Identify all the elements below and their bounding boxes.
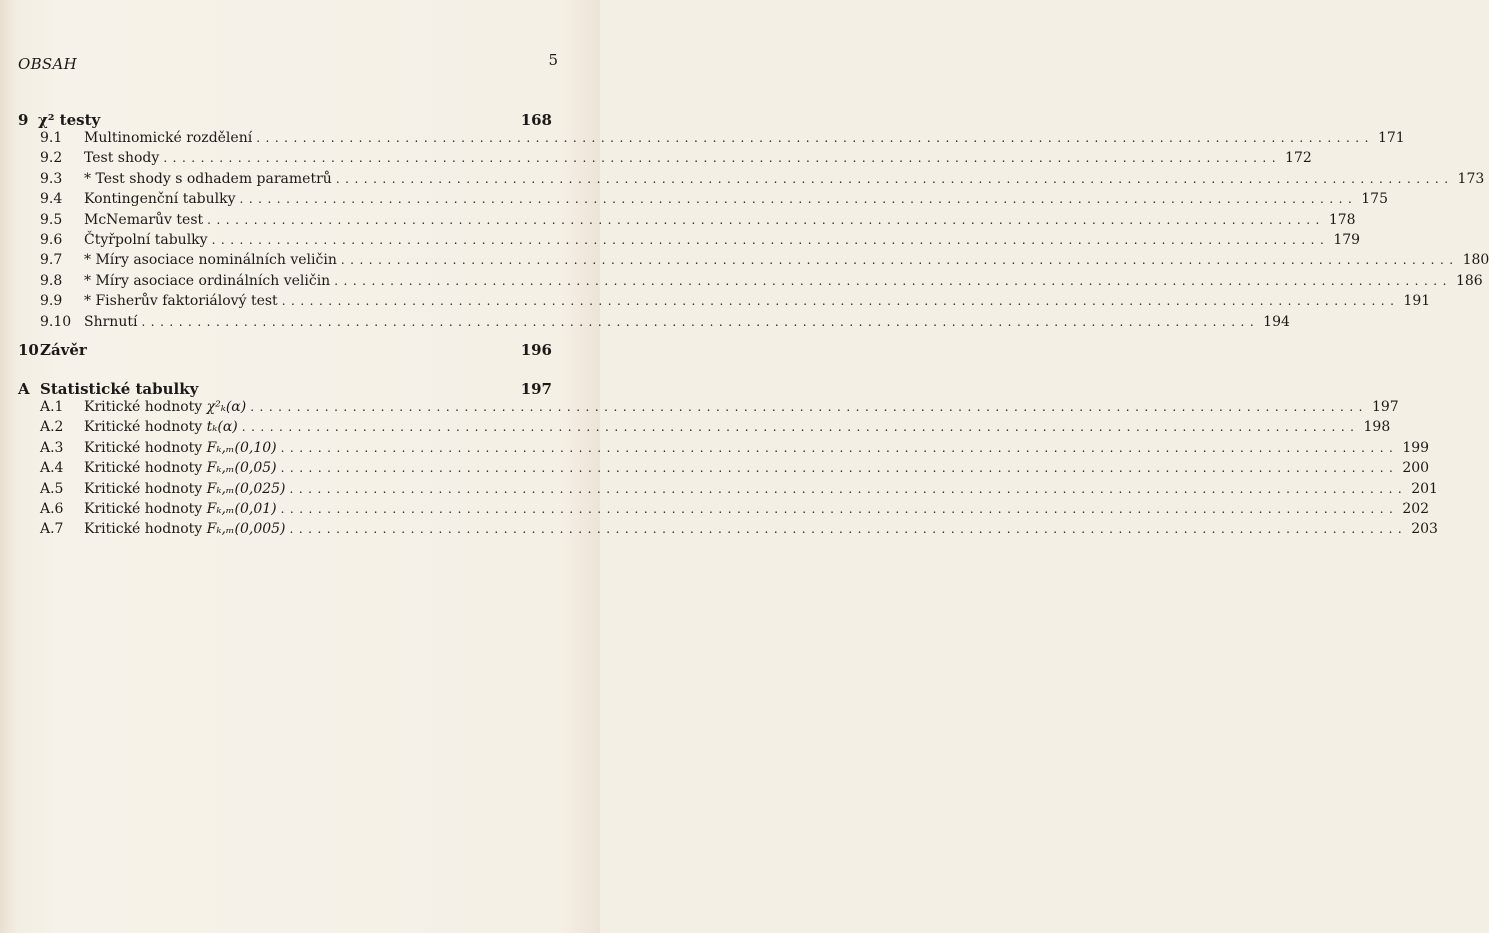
leader-dots: ........................................................................................................................ xyxy=(280,502,1399,516)
leader-dots: ........................................................................................................................ xyxy=(280,461,1399,476)
toc-chapter-10[interactable] xyxy=(18,341,552,363)
section-title: Čtyřpolní tabulky xyxy=(84,232,208,248)
chapter-title: Statistické tabulky xyxy=(40,380,199,398)
section-page: 202 xyxy=(1402,501,1430,517)
section-title: Multinomické rozdělení xyxy=(84,130,253,146)
section-title: Shrnutí xyxy=(84,313,138,330)
section-number: 9.2 xyxy=(40,150,63,167)
toc-entry[interactable] xyxy=(18,419,1391,439)
leader-dots: ........................................................................................................................ xyxy=(340,253,1459,268)
section-title-text: Kritické hodnoty xyxy=(84,439,207,456)
chapter-title: Závěr xyxy=(40,341,87,359)
section-title xyxy=(84,399,246,415)
section-title: * Míry asociace nominálních veličin xyxy=(84,252,337,269)
section-title-math: Fₖ,ₘ(0,05) xyxy=(206,460,277,477)
section-number: A.5 xyxy=(40,480,64,497)
leader-dots: ........................................................................................................................ xyxy=(207,212,1325,227)
section-title: * Test shody s odhadem parametrů xyxy=(84,170,332,187)
page-number: 5 xyxy=(548,51,558,69)
section-page: 203 xyxy=(1411,521,1438,538)
section-page: 198 xyxy=(1363,419,1391,436)
section-title: * Fisherův faktoriálový test xyxy=(84,293,278,310)
section-page: 186 xyxy=(1455,272,1483,289)
section-title-math: Fₖ,ₘ(0,005) xyxy=(206,521,286,538)
toc-entry[interactable] xyxy=(18,501,1430,521)
toc-entry[interactable] xyxy=(18,252,1489,272)
section-number: 9.8 xyxy=(40,272,63,289)
section-page: 201 xyxy=(1411,480,1438,497)
leader-dots: ........................................................................................................................ xyxy=(256,131,1374,145)
chapter-number: A xyxy=(18,380,30,398)
section-page: 173 xyxy=(1457,170,1485,187)
toc-entry[interactable] xyxy=(18,232,1361,252)
toc-entry[interactable] xyxy=(18,211,1356,232)
section-title xyxy=(84,481,286,497)
leader-dots: ........................................................................................................................ xyxy=(239,192,1358,207)
section-title: Kontingenční tabulky xyxy=(84,191,236,208)
leader-dots: ........................................................................................................................ xyxy=(335,171,1454,186)
chapter-number: 9 xyxy=(18,111,29,129)
section-number: A.2 xyxy=(40,419,64,436)
section-title-math: Fₖ,ₘ(0,01) xyxy=(206,501,277,517)
section-title-text: Kritické hodnoty xyxy=(84,521,207,538)
leader-dots: ........................................................................................................................ xyxy=(211,233,1330,247)
section-number: 9.5 xyxy=(40,211,63,228)
toc-entry[interactable] xyxy=(18,313,1290,334)
section-page: 199 xyxy=(1402,439,1430,456)
section-title xyxy=(84,419,238,435)
toc-entry[interactable] xyxy=(18,130,1405,150)
leader-dots: ........................................................................................................................ xyxy=(289,481,1408,496)
section-title: Test shody xyxy=(84,150,160,167)
toc-entry[interactable] xyxy=(18,272,1483,293)
section-number: 9.6 xyxy=(40,232,63,248)
section-number: 9.9 xyxy=(40,293,63,310)
section-number: 9.4 xyxy=(40,191,63,208)
toc-entry[interactable] xyxy=(18,521,1438,541)
toc-entry[interactable] xyxy=(18,191,1388,211)
section-title-text: Kritické hodnoty xyxy=(84,480,207,497)
leader-dots: ........................................................................................................................ xyxy=(241,420,1360,435)
toc-entry[interactable] xyxy=(18,293,1431,313)
section-title xyxy=(84,521,286,537)
section-page: 180 xyxy=(1462,252,1489,269)
leader-dots: ........................................................................................................................ xyxy=(280,440,1399,455)
toc-entry[interactable] xyxy=(18,399,1399,419)
chapter-page: 168 xyxy=(520,111,552,129)
section-title-text: Kritické hodnoty xyxy=(84,399,207,415)
section-page: 179 xyxy=(1333,232,1361,248)
section-title: * Míry asociace ordinálních veličin xyxy=(84,272,331,289)
section-title-math: tₖ(α) xyxy=(206,419,238,436)
leader-dots: ........................................................................................................................ xyxy=(250,400,1368,414)
section-page: 175 xyxy=(1361,191,1388,208)
section-number: A.7 xyxy=(40,521,64,538)
leader-dots: ........................................................................................................................ xyxy=(281,294,1400,309)
section-title xyxy=(84,501,277,517)
section-number: 9.1 xyxy=(40,130,63,146)
toc-entry[interactable] xyxy=(18,480,1438,501)
section-title-math: Fₖ,ₘ(0,10) xyxy=(206,439,277,456)
section-page: 191 xyxy=(1403,293,1431,310)
section-number: A.4 xyxy=(40,460,64,477)
section-title-text: Kritické hodnoty xyxy=(84,419,207,436)
section-page: 200 xyxy=(1402,460,1430,477)
section-page: 197 xyxy=(1371,399,1399,415)
section-page: 171 xyxy=(1377,130,1405,146)
leader-dots: ........................................................................................................................ xyxy=(289,522,1408,537)
chapter-page: 196 xyxy=(520,341,552,359)
section-title-text: Kritické hodnoty xyxy=(84,460,207,477)
section-number: 9.3 xyxy=(40,170,63,187)
page-header xyxy=(18,51,558,79)
leader-dots: ........................................................................................................................ xyxy=(334,273,1452,288)
section-title xyxy=(84,460,277,476)
section-number: 9.7 xyxy=(40,252,63,269)
section-number: A.6 xyxy=(40,501,64,517)
section-title-math: Fₖ,ₘ(0,025) xyxy=(206,480,286,497)
toc-entry[interactable] xyxy=(18,170,1485,191)
section-title-text: Kritické hodnoty xyxy=(84,501,207,517)
chapter-page: 197 xyxy=(520,380,552,398)
section-number: A.1 xyxy=(40,399,64,415)
section-page: 178 xyxy=(1328,211,1356,228)
section-page: 172 xyxy=(1285,150,1312,167)
leader-dots: ........................................................................................................................ xyxy=(141,314,1260,329)
leader-dots: ........................................................................................................................ xyxy=(163,151,1282,166)
running-title: OBSAH xyxy=(18,55,78,73)
section-number: A.3 xyxy=(40,439,64,456)
section-page: 194 xyxy=(1263,313,1290,330)
section-title: McNemarův test xyxy=(84,211,204,228)
section-number: 9.10 xyxy=(40,313,72,330)
toc-entry[interactable] xyxy=(18,150,1312,170)
toc-entry[interactable] xyxy=(18,460,1430,480)
chapter-title: χ² testy xyxy=(38,111,101,129)
section-title xyxy=(84,440,277,456)
toc-entry[interactable] xyxy=(18,439,1430,460)
section-title-math: χ²ₖ(α) xyxy=(206,399,247,415)
chapter-number: 10 xyxy=(18,341,39,359)
